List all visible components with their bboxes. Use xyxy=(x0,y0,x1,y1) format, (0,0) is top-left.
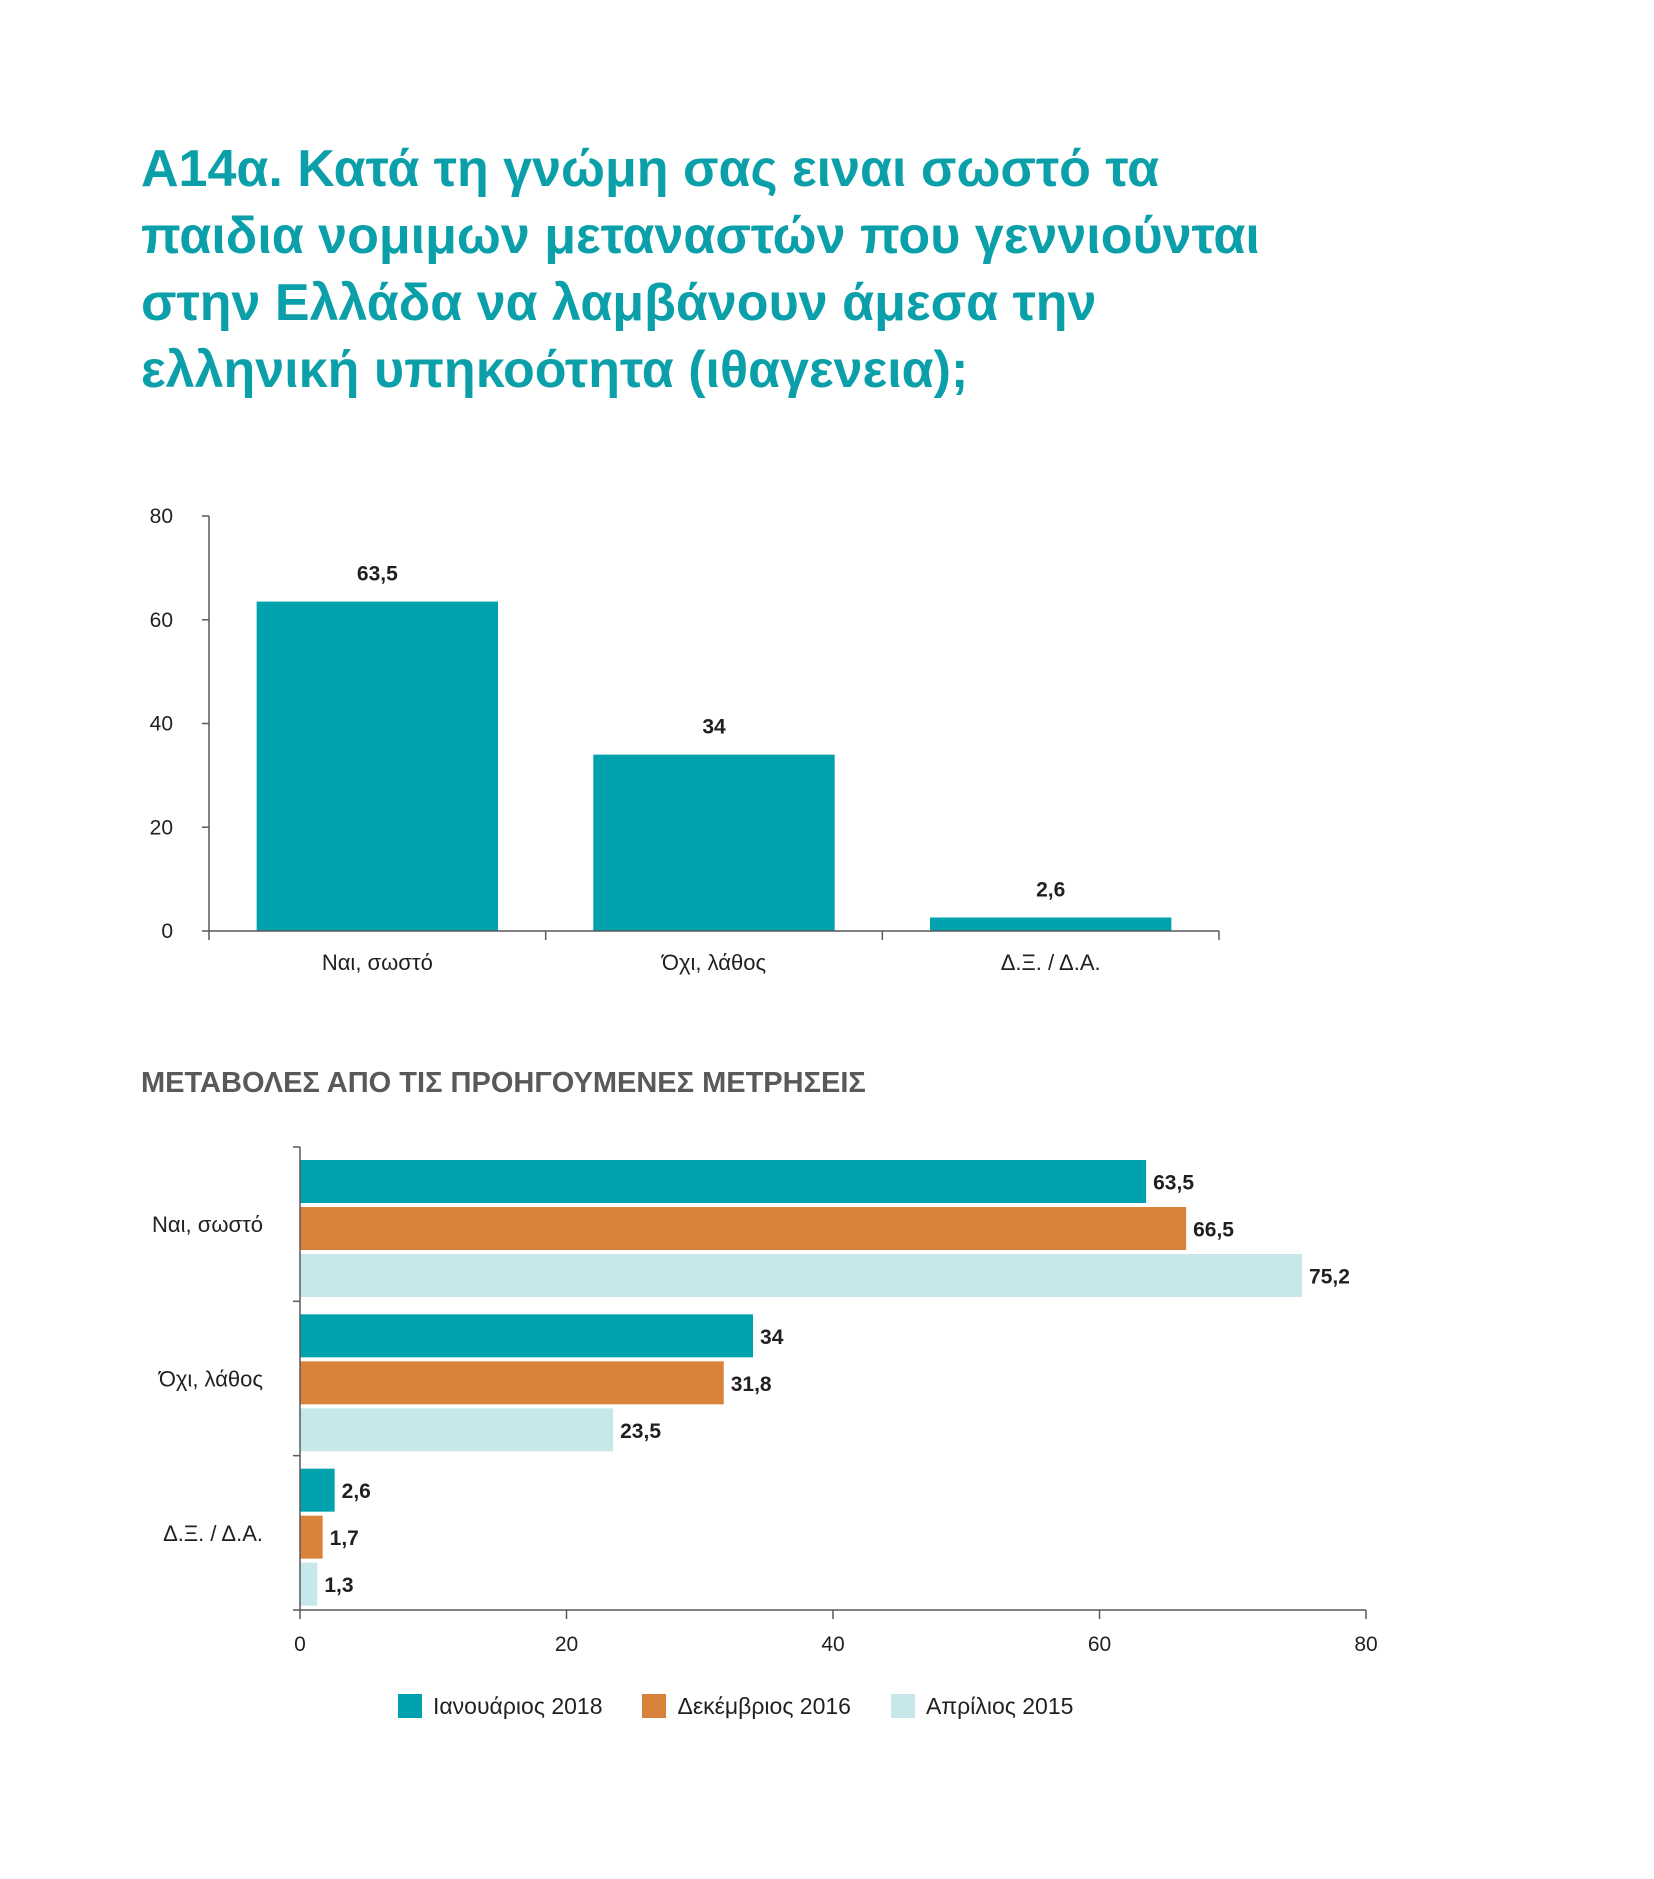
category-label-3: Δ.Ξ. / Δ.Α. xyxy=(163,1520,263,1546)
y-tick-label: 20 xyxy=(149,816,173,840)
legend-swatch xyxy=(642,1694,666,1718)
value-label-1-series-3: 75,2 xyxy=(1309,1265,1350,1289)
chart-legend xyxy=(398,1692,1073,1720)
y-tick-label: 0 xyxy=(161,920,173,943)
bar-3-series-2 xyxy=(300,1516,323,1559)
value-label-3-series-2: 1,7 xyxy=(329,1527,359,1551)
bar-category-1 xyxy=(257,602,498,931)
trends-horizontal-bar-chart xyxy=(0,1120,1500,1680)
legend-label: Δεκέμβριος 2016 xyxy=(677,1693,851,1719)
bar-category-2 xyxy=(593,755,834,931)
value-label-3-series-3: 1,3 xyxy=(324,1574,354,1598)
legend-item-dec-2016 xyxy=(642,1692,850,1720)
legend-item-jan-2018 xyxy=(398,1692,602,1720)
value-label-3-series-1: 2,6 xyxy=(341,1480,371,1504)
value-label-3: 2,6 xyxy=(1036,878,1066,902)
bar-1-series-2 xyxy=(300,1207,1186,1250)
y-tick-label: 80 xyxy=(149,505,173,528)
bar-2-series-2 xyxy=(300,1361,724,1404)
value-label-2-series-3: 23,5 xyxy=(620,1419,662,1443)
page-title-line-2: παιδια νομιμων μεταναστών που γεννιούνται xyxy=(141,207,1260,265)
legend-item-apr-2015 xyxy=(891,1692,1073,1720)
legend-label: Ιανουάριος 2018 xyxy=(433,1693,603,1719)
page-title-line-1: Α14α. Κατά τη γνώμη σας ειναι σωστό τα xyxy=(141,140,1160,198)
category-label-3: Δ.Ξ. / Δ.Α. xyxy=(1000,950,1101,975)
category-label-1: Ναι, σωστό xyxy=(321,950,433,975)
x-tick-label: 0 xyxy=(294,1633,306,1656)
value-label-2: 34 xyxy=(702,715,726,739)
legend-label: Απρίλιος 2015 xyxy=(925,1693,1074,1719)
y-tick-label: 40 xyxy=(149,712,173,736)
legend-swatch xyxy=(398,1694,422,1718)
legend-swatch xyxy=(891,1694,915,1718)
x-tick-label: 40 xyxy=(821,1633,845,1656)
y-tick-label: 60 xyxy=(149,608,173,632)
current-results-bar-chart xyxy=(0,480,1300,1000)
bar-3-series-1 xyxy=(300,1469,335,1512)
bar-1-series-1 xyxy=(300,1160,1146,1203)
value-label-1: 63,5 xyxy=(356,562,398,586)
bar-2-series-1 xyxy=(300,1314,753,1357)
bar-2-series-3 xyxy=(300,1408,613,1451)
trends-chart-title: ΜΕΤΑΒΟΛΕΣ ΑΠΟ ΤΙΣ ΠΡΟΗΓΟΥΜΕΝΕΣ ΜΕΤΡΗΣΕΙΣ xyxy=(141,1067,866,1099)
x-tick-label: 60 xyxy=(1087,1633,1112,1656)
value-label-2-series-1: 34 xyxy=(760,1325,784,1349)
x-tick-label: 20 xyxy=(554,1633,579,1656)
category-label-2: Όχι, λάθος xyxy=(661,950,767,975)
bar-3-series-3 xyxy=(300,1563,317,1606)
value-label-1-series-2: 66,5 xyxy=(1193,1218,1234,1242)
page-title-line-4: ελληνική υπηκοότητα (ιθαγενεια); xyxy=(141,341,969,399)
x-tick-label: 80 xyxy=(1354,1633,1378,1656)
page-title-line-3: στην Ελλάδα να λαμβάνουν άμεσα την xyxy=(141,274,1097,332)
category-label-1: Ναι, σωστό xyxy=(152,1212,263,1238)
page-title xyxy=(141,136,1260,404)
bar-category-3 xyxy=(930,918,1171,931)
value-label-1-series-1: 63,5 xyxy=(1153,1171,1195,1195)
category-label-2: Όχι, λάθος xyxy=(158,1366,263,1392)
bar-1-series-3 xyxy=(300,1254,1302,1297)
value-label-2-series-2: 31,8 xyxy=(730,1372,772,1396)
